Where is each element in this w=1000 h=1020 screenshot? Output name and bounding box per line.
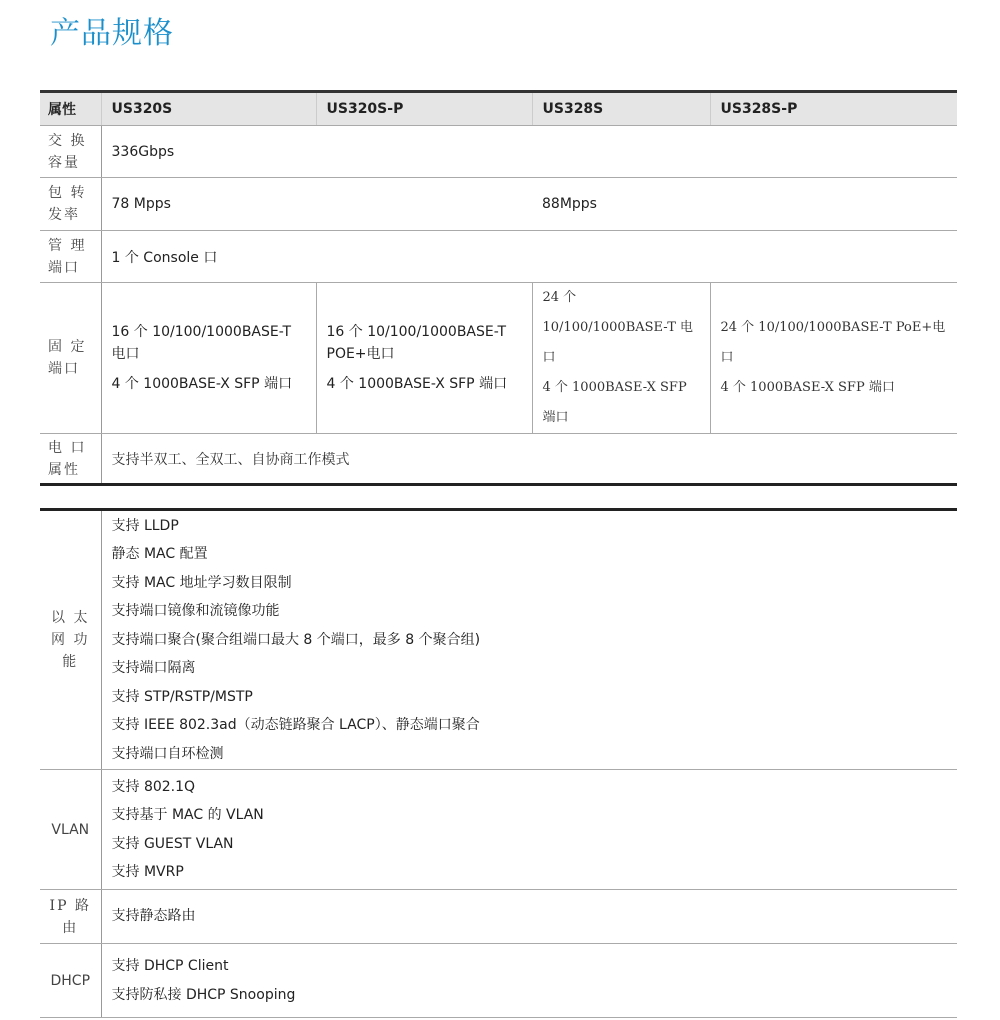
table-row xyxy=(40,510,957,770)
table-row xyxy=(40,770,957,890)
row-label xyxy=(40,126,101,178)
row-label xyxy=(40,890,101,944)
feature-list xyxy=(101,944,957,1018)
row-label xyxy=(40,434,101,485)
list-item: 支持 LLDP xyxy=(111,517,179,534)
row-label xyxy=(40,283,101,434)
list-item: 静态 MAC 配置 xyxy=(111,546,208,563)
list-item: 支持 MAC 地址学习数目限制 xyxy=(111,574,292,591)
port-line: 24 个 10/100/1000BASE-T 电口 xyxy=(542,290,694,365)
table-row xyxy=(40,126,957,178)
port-cell xyxy=(532,283,710,434)
port-cell xyxy=(710,283,957,434)
label-text: 交 换 容量 xyxy=(48,132,87,171)
list-item: 支持 MVRP xyxy=(111,864,184,880)
port-line: 16 个 10/100/1000BASE-T POE+电口 xyxy=(326,324,507,362)
row-value: 1 个 Console 口 xyxy=(101,231,957,283)
port-cell xyxy=(101,283,316,434)
spec-table xyxy=(40,90,957,486)
list-item: 支持端口自环检测 xyxy=(111,745,224,762)
row-value: 支持半双工、全双工、自协商工作模式 xyxy=(101,434,957,485)
feature-table xyxy=(40,508,957,1018)
list-item: 支持基于 MAC 的 VLAN xyxy=(111,807,264,823)
port-line: 4 个 1000BASE-X SFP 端口 xyxy=(111,376,293,392)
table-row xyxy=(40,178,957,231)
port-line: 4 个 1000BASE-X SFP 端口 xyxy=(720,380,895,395)
port-line: 16 个 10/100/1000BASE-T 电口 xyxy=(111,324,292,362)
feature-list xyxy=(101,890,957,944)
list-item: 支持端口隔离 xyxy=(111,660,196,677)
list-item: 支持 DHCP Client xyxy=(111,958,229,974)
port-line: 4 个 1000BASE-X SFP 端口 xyxy=(326,376,508,392)
row-label: DHCP xyxy=(40,944,101,1018)
header-cell: US320S-P xyxy=(316,92,532,126)
list-item: 支持 IEEE 802.3ad（动态链路聚合 LACP）、静态端口聚合 xyxy=(111,717,480,734)
table-row xyxy=(40,944,957,1018)
row-label xyxy=(40,231,101,283)
row-label: VLAN xyxy=(40,770,101,890)
label-text: 管 理 端口 xyxy=(48,237,87,276)
list-item: 支持端口聚合(聚合组端口最大 8 个端口，最多 8 个聚合组) xyxy=(111,631,481,648)
list-item: 支持 802.1Q xyxy=(111,778,196,795)
feature-list xyxy=(101,770,957,890)
header-cell: 属性 xyxy=(40,92,101,126)
row-value: 88Mpps xyxy=(532,178,957,231)
label-text: 电 口 属性 xyxy=(48,439,87,478)
port-line: 24 个 10/100/1000BASE-T PoE+电口 xyxy=(720,320,946,365)
label-text: 以 太 网 功 能 xyxy=(51,610,90,670)
list-item: 支持 STP/RSTP/MSTP xyxy=(111,688,253,705)
table-row xyxy=(40,890,957,944)
row-value: 78 Mpps xyxy=(101,178,532,231)
list-item: 支持端口镜像和流镜像功能 xyxy=(111,603,280,620)
row-value: 336Gbps xyxy=(101,126,957,178)
table-header-row xyxy=(40,92,957,126)
row-label xyxy=(40,178,101,231)
page-title: 产品规格 xyxy=(50,16,174,51)
feature-list xyxy=(101,510,957,770)
list-item: 支持防私接 DHCP Snooping xyxy=(111,986,296,1003)
table-row xyxy=(40,283,957,434)
header-cell: US328S xyxy=(532,92,710,126)
list-item: 支持 GUEST VLAN xyxy=(111,835,234,852)
header-cell: US328S-P xyxy=(710,92,957,126)
port-cell xyxy=(316,283,532,434)
table-row xyxy=(40,231,957,283)
header-cell: US320S xyxy=(101,92,316,126)
table-row xyxy=(40,434,957,485)
label-text: 包 转 发率 xyxy=(48,185,87,223)
label-text: IP 路 由 xyxy=(49,897,91,936)
row-label xyxy=(40,510,101,770)
label-text: 固 定 端口 xyxy=(48,339,87,377)
list-item: 支持静态路由 xyxy=(111,908,196,925)
port-line: 4 个 1000BASE-X SFP 端口 xyxy=(542,380,687,425)
